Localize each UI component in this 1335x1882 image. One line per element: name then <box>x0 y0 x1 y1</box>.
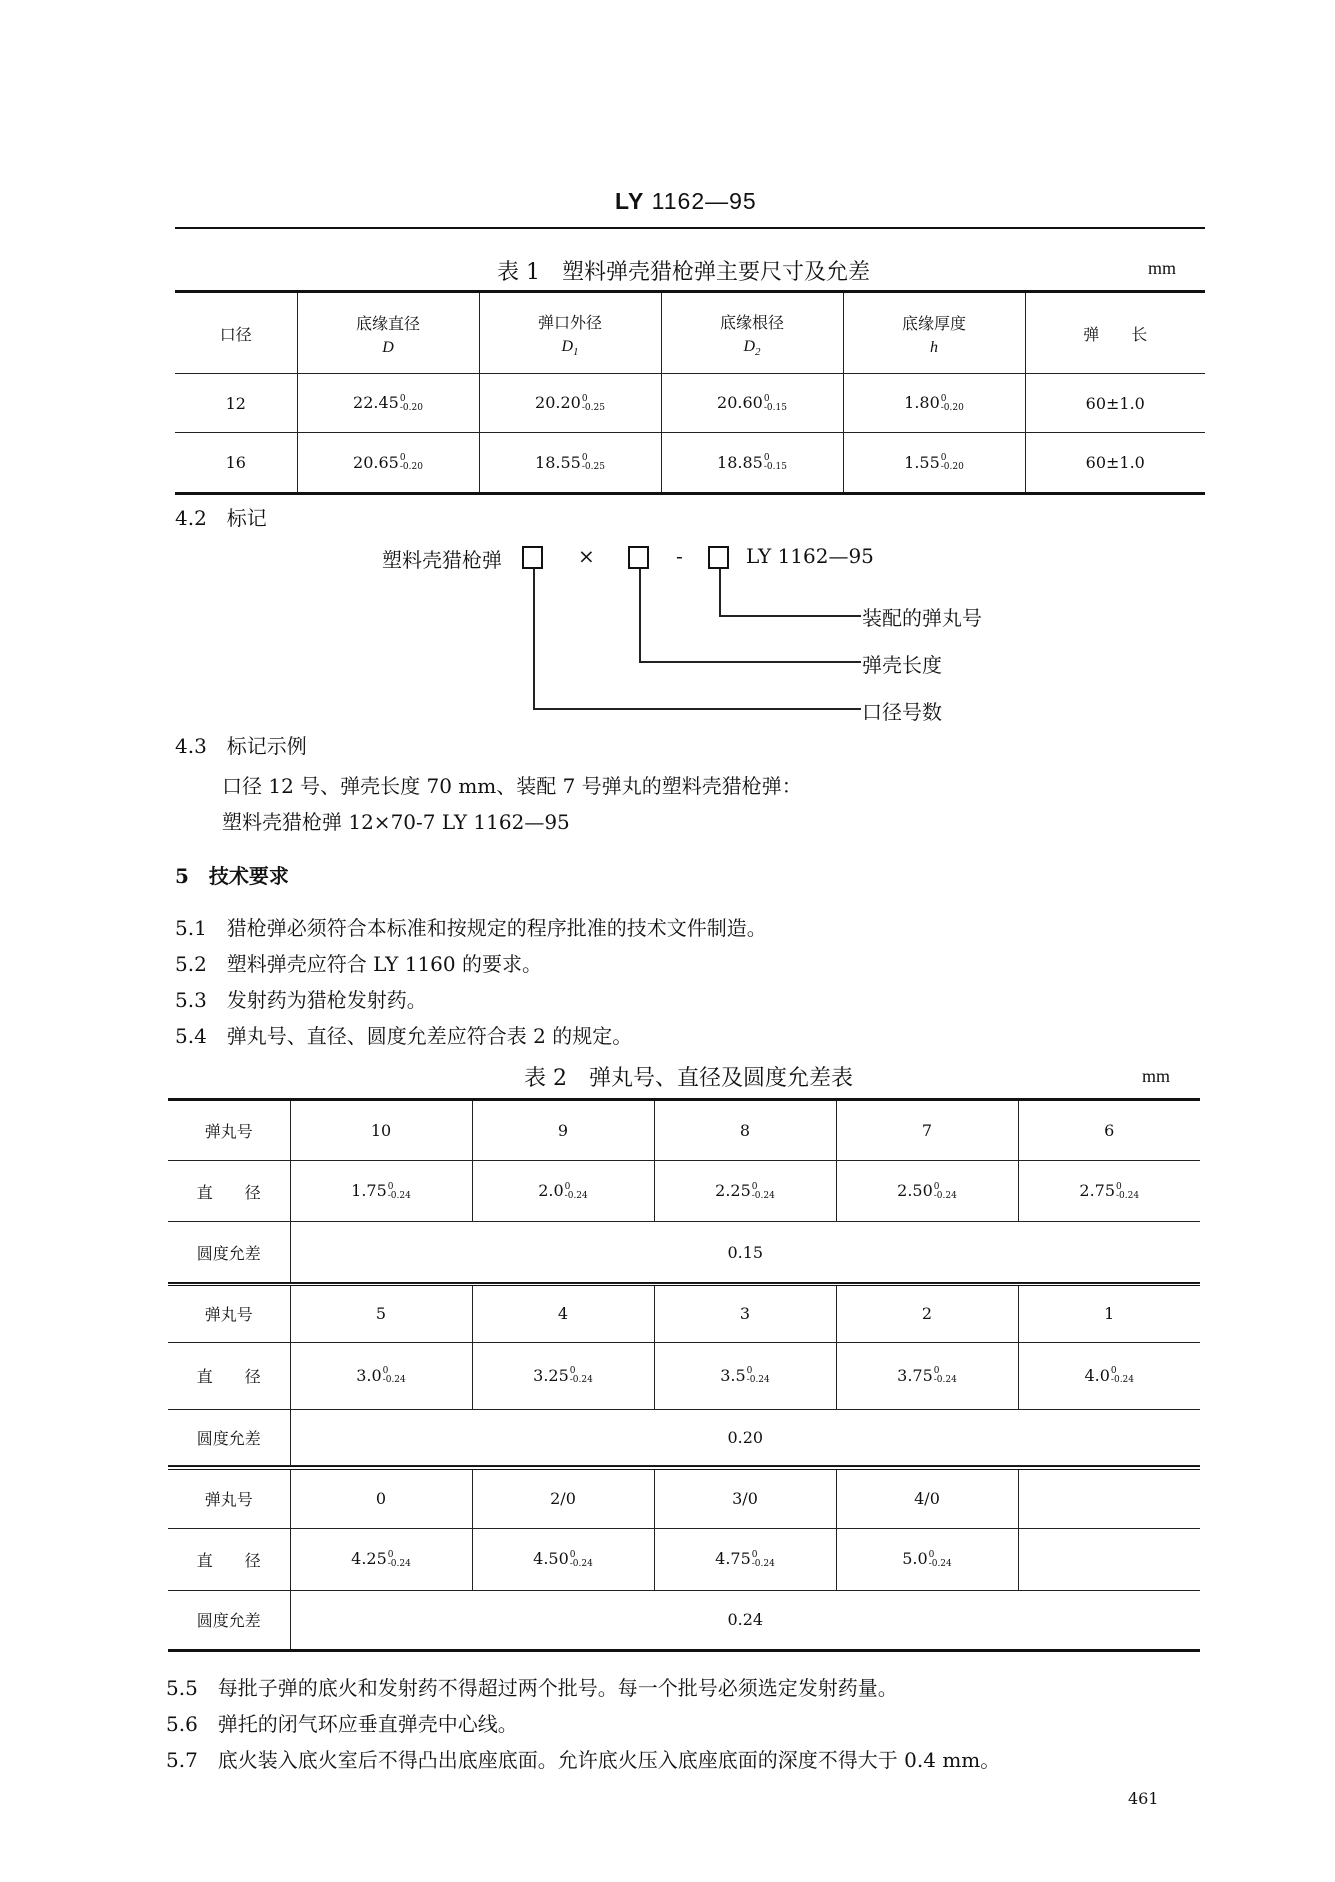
row-label-shot: 弹丸号 <box>168 1468 290 1528</box>
tol-lower: -0.24 <box>1110 1375 1135 1386</box>
table-row <box>168 1590 1200 1650</box>
clause-5-1: 5.1 猎枪弹必须符合本标准和按规定的程序批准的技术文件制造。 <box>175 916 767 940</box>
tol-lower: -0.25 <box>581 462 605 473</box>
tolerance <box>388 1183 411 1201</box>
tolerance <box>941 395 964 413</box>
clause-5-4: 5.4 弹丸号、直径、圆度允差应符合表 2 的规定。 <box>175 1024 633 1048</box>
tolerance <box>388 1551 411 1569</box>
tolerance <box>383 1367 406 1385</box>
row-label-shot: 弹丸号 <box>168 1284 290 1342</box>
col-label: 弹口外径 <box>537 312 602 332</box>
tolerance <box>570 1367 593 1385</box>
tol-lower: -0.20 <box>399 402 423 413</box>
marking-times: × <box>578 544 595 568</box>
tol-lower: -0.24 <box>933 1375 957 1386</box>
tol-upper: 0 <box>387 1181 394 1192</box>
tol-lower: -0.24 <box>928 1558 952 1569</box>
value: 4.75 <box>715 1549 751 1569</box>
cell-shot-empty <box>1018 1468 1200 1528</box>
section-4-3-title: 4.3 标记示例 <box>175 734 307 758</box>
tol-upper: 0 <box>1110 1366 1117 1377</box>
tol-upper: 0 <box>382 1366 389 1377</box>
table-row <box>168 1409 1200 1465</box>
value: 22.45 <box>353 393 399 413</box>
table1-header-row <box>175 292 1205 374</box>
table1-header-h <box>843 292 1025 374</box>
row-label-roundness: 圆度允差 <box>168 1590 290 1650</box>
cell-shot: 4 <box>472 1284 654 1342</box>
tolerance <box>752 1183 775 1201</box>
col-symbol: h <box>930 339 938 356</box>
cell-shot: 2/0 <box>472 1468 654 1528</box>
cell-diameter <box>472 1342 654 1409</box>
table-row <box>175 433 1205 494</box>
tol-upper: 0 <box>387 1549 394 1560</box>
example-line-1: 口径 12 号、弹壳长度 70 mm、装配 7 号弹丸的塑料壳猎枪弹： <box>222 774 802 798</box>
cell-diameter <box>836 1528 1018 1590</box>
tol-upper: 0 <box>569 1366 576 1377</box>
value: 4.0 <box>1084 1365 1110 1385</box>
tolerance <box>400 395 423 413</box>
row-label-diameter: 直 径 <box>168 1528 290 1590</box>
cell-shot: 3/0 <box>654 1468 836 1528</box>
marking-box-caliber <box>522 546 543 569</box>
tol-lower: -0.24 <box>569 1375 593 1386</box>
cell-shot: 7 <box>836 1100 1018 1161</box>
table1-header-caliber <box>175 292 297 374</box>
tolerance <box>582 395 605 413</box>
tol-lower: -0.24 <box>933 1190 957 1201</box>
table2-block-1 <box>168 1098 1200 1284</box>
col-label: 弹 长 <box>1083 324 1148 344</box>
cell-length: 60±1.0 <box>1025 374 1205 433</box>
tol-upper: 0 <box>933 1181 940 1192</box>
tol-upper: 0 <box>763 453 770 464</box>
value: 2.25 <box>715 1181 751 1201</box>
leader-caliber-vertical <box>533 569 535 709</box>
table1-header-d1 <box>479 292 661 374</box>
tol-upper: 0 <box>569 1549 576 1560</box>
cell-shot: 9 <box>472 1100 654 1161</box>
cell-diameter <box>472 1161 654 1222</box>
cell-diameter <box>472 1528 654 1590</box>
label-caliber-number: 口径号数 <box>862 700 942 724</box>
cell-d1 <box>479 374 661 433</box>
leader-shot-horizontal <box>719 615 861 617</box>
col-label: 底缘直径 <box>355 314 420 333</box>
cell-shot: 10 <box>290 1100 472 1161</box>
cell-length: 60±1.0 <box>1025 433 1205 494</box>
tol-upper: 0 <box>940 453 947 464</box>
cell-diameter <box>654 1528 836 1590</box>
table-row <box>175 374 1205 433</box>
value: 20.20 <box>535 393 581 413</box>
col-label: 底缘根径 <box>719 312 784 332</box>
tol-lower: -0.24 <box>564 1190 588 1201</box>
tol-lower: -0.24 <box>387 1558 411 1569</box>
row-label-roundness: 圆度允差 <box>168 1409 290 1465</box>
cell-diameter <box>290 1342 472 1409</box>
table1-unit: mm <box>1148 258 1177 278</box>
tolerance <box>1111 1367 1134 1385</box>
tol-lower: -0.24 <box>751 1558 775 1569</box>
tol-lower: -0.15 <box>763 462 787 473</box>
marking-prefix: 塑料壳猎枪弹 <box>382 548 502 572</box>
tol-upper: 0 <box>399 453 406 464</box>
tolerance <box>764 395 787 413</box>
header-code: LY <box>615 188 645 214</box>
cell-h <box>843 374 1025 433</box>
cell-diameter <box>290 1528 472 1590</box>
table-row <box>168 1342 1200 1409</box>
tol-upper: 0 <box>564 1181 571 1192</box>
cell-shot: 0 <box>290 1468 472 1528</box>
tol-upper: 0 <box>581 393 588 404</box>
tol-lower: -0.24 <box>569 1558 593 1569</box>
cell-d <box>297 374 479 433</box>
label-shell-length: 弹壳长度 <box>862 653 942 677</box>
table-row <box>168 1528 1200 1590</box>
col-subscript: 1 <box>573 346 579 359</box>
clause-5-7: 5.7 底火装入底火室后不得凸出底座底面。允许底火压入底座底面的深度不得大于 0.4 mm。 <box>166 1748 1001 1772</box>
cell-d2 <box>661 374 843 433</box>
tolerance <box>747 1367 770 1385</box>
cell-d2 <box>661 433 843 494</box>
leader-shot-vertical <box>719 569 721 616</box>
cell-diameter <box>836 1342 1018 1409</box>
cell-caliber: 12 <box>175 374 297 433</box>
marking-box-length <box>628 546 649 569</box>
tolerance <box>941 454 964 472</box>
table2-block-2 <box>168 1282 1200 1466</box>
document-header <box>615 188 757 215</box>
value: 3.5 <box>720 1365 746 1385</box>
table1 <box>175 290 1205 495</box>
clause-5-6: 5.6 弹托的闭气环应垂直弹壳中心线。 <box>166 1712 518 1736</box>
value: 18.55 <box>535 452 581 472</box>
cell-shot: 8 <box>654 1100 836 1161</box>
table2-caption: 表 2 弹丸号、直径及圆度允差表 <box>524 1066 853 1091</box>
value: 3.25 <box>533 1365 569 1385</box>
cell-roundness: 0.20 <box>290 1409 1200 1465</box>
value: 1.80 <box>904 393 940 413</box>
value: 3.0 <box>356 1365 382 1385</box>
leader-length-vertical <box>639 569 641 662</box>
table-row <box>168 1222 1200 1284</box>
cell-shot: 2 <box>836 1284 1018 1342</box>
row-label-diameter: 直 径 <box>168 1342 290 1409</box>
col-label: 底缘厚度 <box>901 314 966 333</box>
tol-upper: 0 <box>399 393 406 404</box>
tol-lower: -0.25 <box>581 402 605 413</box>
tol-lower: -0.24 <box>746 1375 770 1386</box>
tol-lower: -0.24 <box>382 1375 406 1386</box>
tol-lower: -0.20 <box>399 462 423 473</box>
table1-header-d2 <box>661 292 843 374</box>
table-row <box>168 1161 1200 1222</box>
col-symbol: D <box>561 337 574 355</box>
tolerance <box>570 1551 593 1569</box>
label-shot-number: 装配的弹丸号 <box>862 606 982 630</box>
cell-d1 <box>479 433 661 494</box>
page-number: 461 <box>1128 1789 1159 1808</box>
table2-block-3 <box>168 1466 1200 1652</box>
tolerance <box>764 454 787 472</box>
clause-5-2: 5.2 塑料弹壳应符合 LY 1160 的要求。 <box>175 952 542 976</box>
cell-caliber: 16 <box>175 433 297 494</box>
tol-upper: 0 <box>940 393 947 404</box>
table2-unit: mm <box>1142 1066 1171 1086</box>
cell-shot: 4/0 <box>836 1468 1018 1528</box>
cell-shot: 3 <box>654 1284 836 1342</box>
value: 3.75 <box>897 1365 933 1385</box>
table1-caption: 表 1 塑料弹壳猎枪弹主要尺寸及允差 <box>497 260 870 285</box>
tol-upper: 0 <box>928 1549 935 1560</box>
col-label: 口径 <box>219 324 252 344</box>
value: 4.25 <box>351 1549 387 1569</box>
table1-header-d <box>297 292 479 374</box>
table-row <box>168 1100 1200 1161</box>
cell-roundness: 0.15 <box>290 1222 1200 1284</box>
value: 2.75 <box>1079 1181 1116 1201</box>
col-symbol: D <box>382 339 394 356</box>
tolerance <box>1116 1183 1139 1201</box>
leader-length-horizontal <box>639 661 861 663</box>
cell-diameter <box>654 1342 836 1409</box>
tol-lower: -0.24 <box>387 1190 411 1201</box>
cell-shot: 1 <box>1018 1284 1200 1342</box>
col-symbol: D <box>743 337 756 355</box>
clause-5-5: 5.5 每批子弹的底火和发射药不得超过两个批号。每一个批号必须选定发射药量。 <box>166 1676 898 1700</box>
cell-d <box>297 433 479 494</box>
row-label-roundness: 圆度允差 <box>168 1222 290 1284</box>
cell-diameter <box>654 1161 836 1222</box>
clause-5-3: 5.3 发射药为猎枪发射药。 <box>175 988 427 1012</box>
tolerance <box>582 454 605 472</box>
cell-diameter-empty <box>1018 1528 1200 1590</box>
table-row <box>168 1284 1200 1342</box>
marking-dash: - <box>676 544 683 568</box>
tol-upper: 0 <box>581 453 588 464</box>
tolerance <box>752 1551 775 1569</box>
tol-lower: -0.15 <box>763 402 787 413</box>
leader-caliber-horizontal <box>533 708 861 710</box>
cell-roundness: 0.24 <box>290 1590 1200 1650</box>
value: 18.85 <box>717 452 763 472</box>
tolerance <box>934 1367 957 1385</box>
marking-box-shot <box>708 546 729 569</box>
example-line-2: 塑料壳猎枪弹 12×70-7 LY 1162—95 <box>222 810 570 834</box>
tolerance <box>929 1551 952 1569</box>
value: 1.75 <box>351 1181 387 1201</box>
section-5-title: 5 技术要求 <box>175 864 289 888</box>
value: 1.55 <box>904 452 940 472</box>
section-4-2-title: 4.2 标记 <box>175 506 267 530</box>
cell-shot: 6 <box>1018 1100 1200 1161</box>
tol-lower: -0.20 <box>940 402 964 413</box>
tol-upper: 0 <box>933 1366 940 1377</box>
value: 4.50 <box>533 1549 569 1569</box>
cell-h <box>843 433 1025 494</box>
cell-diameter <box>1018 1342 1200 1409</box>
header-number: 1162—95 <box>651 188 757 214</box>
marking-standard: LY 1162—95 <box>746 544 874 568</box>
tol-lower: -0.24 <box>751 1190 775 1201</box>
tol-upper: 0 <box>746 1366 753 1377</box>
value: 20.65 <box>353 452 399 472</box>
table-row <box>168 1468 1200 1528</box>
row-label-shot: 弹丸号 <box>168 1100 290 1161</box>
tolerance <box>400 454 423 472</box>
value: 2.50 <box>897 1181 933 1201</box>
tol-upper: 0 <box>751 1549 758 1560</box>
value: 20.60 <box>717 393 763 413</box>
tol-lower: -0.24 <box>1116 1190 1140 1201</box>
tol-upper: 0 <box>1116 1181 1122 1192</box>
tol-upper: 0 <box>763 393 770 404</box>
col-subscript: 2 <box>755 346 761 359</box>
cell-diameter <box>836 1161 1018 1222</box>
tol-lower: -0.20 <box>940 462 964 473</box>
cell-diameter <box>290 1161 472 1222</box>
header-rule <box>175 227 1205 229</box>
tol-upper: 0 <box>751 1181 758 1192</box>
cell-diameter <box>1018 1161 1200 1222</box>
value: 5.0 <box>902 1549 928 1569</box>
tolerance <box>934 1183 957 1201</box>
tolerance <box>565 1183 588 1201</box>
row-label-diameter: 直 径 <box>168 1161 290 1222</box>
table1-header-length <box>1025 292 1205 374</box>
cell-shot: 5 <box>290 1284 472 1342</box>
value: 2.0 <box>538 1181 564 1201</box>
